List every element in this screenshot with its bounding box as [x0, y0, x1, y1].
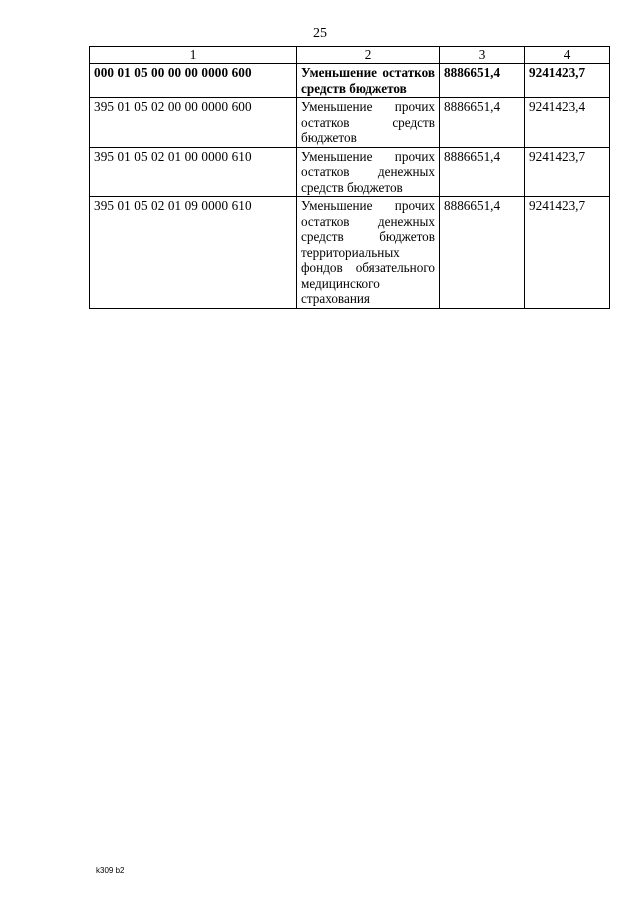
- amount-col4-cell: 9241423,7: [525, 64, 610, 98]
- table-row: [90, 98, 610, 148]
- amount-col3-cell: 8886651,4: [440, 197, 525, 309]
- item-name-cell: Уменьшение прочих остатков денежных средств бюджетов: [297, 147, 440, 197]
- budget-table: [89, 46, 610, 309]
- amount-col4-cell: 9241423,4: [525, 98, 610, 148]
- budget-code-cell: 000 01 05 00 00 00 0000 600: [90, 64, 297, 98]
- amount-col3-cell: 8886651,4: [440, 98, 525, 148]
- item-name-cell: Уменьшение остатков средств бюджетов: [297, 64, 440, 98]
- column-header-2: 2: [297, 47, 440, 64]
- amount-col4-cell: 9241423,7: [525, 147, 610, 197]
- table-row: [90, 64, 610, 98]
- item-name-cell: Уменьшение прочих остатков средств бюджетов: [297, 98, 440, 148]
- column-header-4: 4: [525, 47, 610, 64]
- footer-document-code: k309 b2: [96, 866, 125, 875]
- amount-col4-cell: 9241423,7: [525, 197, 610, 309]
- budget-code-cell: 395 01 05 02 01 00 0000 610: [90, 147, 297, 197]
- column-header-1: 1: [90, 47, 297, 64]
- table-row: [90, 197, 610, 309]
- table-header-row: [90, 47, 610, 64]
- item-name-cell: Уменьшение прочих остатков денежных средств бюджетов территориальных фондов обязательного медицинского страхования: [297, 197, 440, 309]
- page-number: 25: [313, 26, 327, 41]
- budget-code-cell: 395 01 05 02 00 00 0000 600: [90, 98, 297, 148]
- amount-col3-cell: 8886651,4: [440, 147, 525, 197]
- amount-col3-cell: 8886651,4: [440, 64, 525, 98]
- column-header-3: 3: [440, 47, 525, 64]
- budget-code-cell: 395 01 05 02 01 09 0000 610: [90, 197, 297, 309]
- table-row: [90, 147, 610, 197]
